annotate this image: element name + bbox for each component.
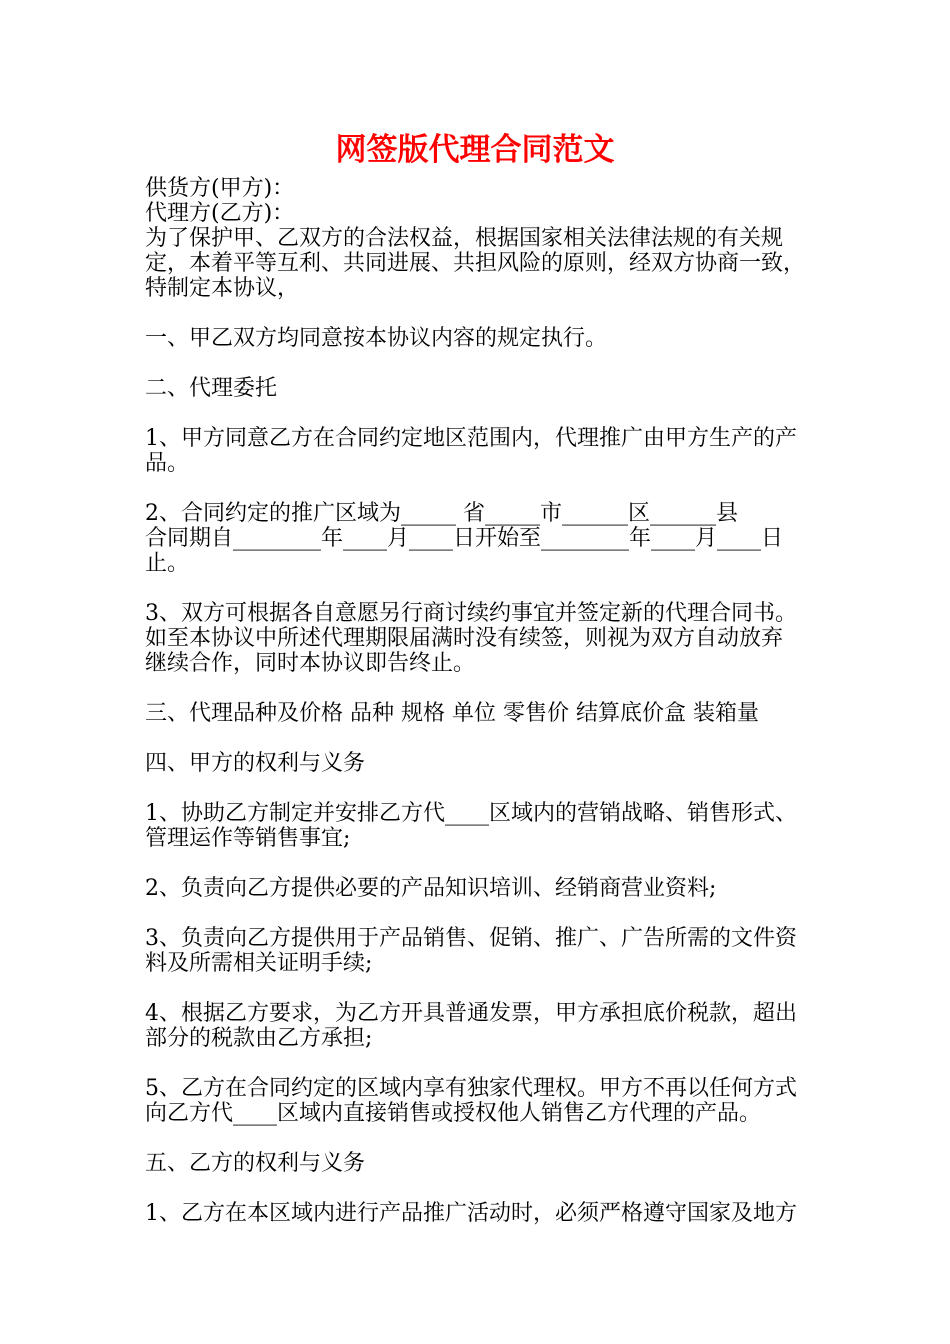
body-line: 1、协助乙方制定并安排乙方代____区域内的营销战略、销售形式、 — [145, 801, 797, 826]
blank-line — [145, 726, 825, 751]
body-line: 合同期自________年____月____日开始至________年____月____日 — [145, 526, 784, 551]
body-line: 5、乙方在合同约定的区域内享有独家代理权。甲方不再以任何方式 — [145, 1076, 797, 1101]
body-line: 继续合作，同时本协议即告终止。 — [145, 651, 476, 676]
body-line: 供货方(甲方)： — [145, 176, 295, 201]
blank-line — [145, 976, 825, 1001]
body-line: 1、乙方在本区域内进行产品推广活动时，必须严格遵守国家及地方 — [145, 1201, 797, 1226]
body-line: 管理运作等销售事宜; — [145, 826, 351, 851]
blank-line — [145, 301, 825, 326]
blank-line — [145, 476, 825, 501]
document-title: 网签版代理合同范文 — [335, 132, 615, 168]
body-line: 定，本着平等互利、共同进展、共担风险的原则，经双方协商一致， — [145, 251, 806, 276]
body-line: 如至本协议中所述代理期限届满时没有续签，则视为双方自动放弃 — [145, 626, 784, 651]
body-line: 一、甲乙双方均同意按本协议内容的规定执行。 — [145, 326, 608, 351]
blank-line — [145, 401, 825, 426]
blank-line — [145, 1126, 825, 1151]
body-line: 3、双方可根据各自意愿另行商讨续约事宜并签定新的代理合同书。 — [145, 601, 797, 626]
blank-line — [145, 901, 825, 926]
body-line: 二、代理委托 — [145, 376, 278, 401]
blank-line — [145, 351, 825, 376]
body-line: 2、合同约定的推广区域为_____ 省_____市______区______县 — [145, 501, 738, 526]
body-line: 四、甲方的权利与义务 — [145, 751, 366, 776]
blank-line — [145, 851, 825, 876]
body-line: 料及所需相关证明手续; — [145, 951, 373, 976]
body-line: 止。 — [145, 551, 190, 576]
blank-line — [145, 776, 825, 801]
body-line: 品。 — [145, 451, 190, 476]
blank-line — [145, 1176, 825, 1201]
body-line: 为了保护甲、乙双方的合法权益，根据国家相关法律法规的有关规 — [145, 226, 784, 251]
body-line: 3、负责向乙方提供用于产品销售、促销、推广、广告所需的文件资 — [145, 926, 797, 951]
body-line: 向乙方代____区域内直接销售或授权他人销售乙方代理的产品。 — [145, 1101, 762, 1126]
blank-line — [145, 576, 825, 601]
blank-line — [145, 676, 825, 701]
body-line: 1、甲方同意乙方在合同约定地区范围内，代理推广由甲方生产的产 — [145, 426, 797, 451]
body-line: 五、乙方的权利与义务 — [145, 1151, 366, 1176]
body-line: 2、负责向乙方提供必要的产品知识培训、经销商营业资料; — [145, 876, 717, 901]
body-line: 4、根据乙方要求，为乙方开具普通发票，甲方承担底价税款，超出 — [145, 1001, 797, 1026]
blank-line — [145, 1051, 825, 1076]
body-line: 三、代理品种及价格 品种 规格 单位 零售价 结算底价盒 装箱量 — [145, 701, 759, 726]
body-line: 部分的税款由乙方承担; — [145, 1026, 373, 1051]
document-body — [145, 176, 825, 1226]
body-line: 特制定本协议， — [145, 276, 300, 301]
body-line: 代理方(乙方)： — [145, 201, 295, 226]
